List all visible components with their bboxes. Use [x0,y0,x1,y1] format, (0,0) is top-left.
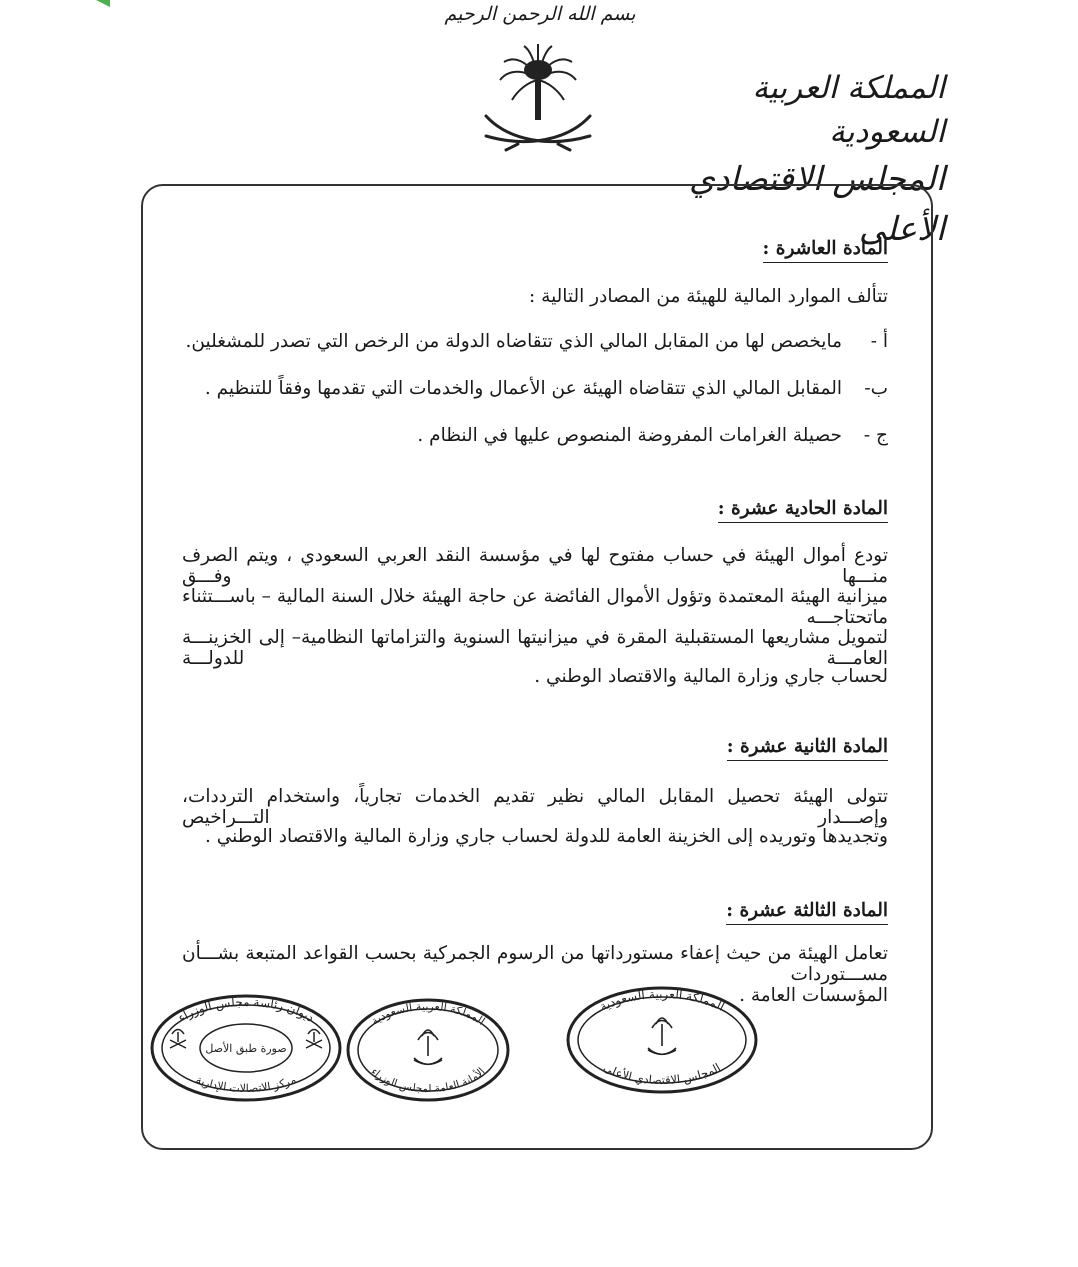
article-11-line-3: لتمويل مشاريعها المستقبلية المقرة في ميزانيتها السنوية والتزاماتها النظامية– إلى الخزينـــة العامـــة للدولـــة [182,627,888,669]
article-10-item-c: حصيلة الغرامات المفروضة المنصوص عليها في النظام . [417,425,842,446]
article-12-line-2: وتجديدها وتوريده إلى الخزينة العامة للدولة لحساب جاري وزارة المالية والاقتصاد الوطني . [205,826,888,847]
article-10-item-b: المقابل المالي الذي تتقاضاه الهيئة عن الأعمال والخدمات التي تقدمها وفقاً للتنظيم . [204,378,842,399]
seal-right-emblem-icon [648,1018,676,1054]
seal-middle-emblem-icon [414,1030,442,1064]
letterhead-council: المجلس الاقتصادي الأعلى [688,159,945,248]
seal-middle-bottom-text: الأمانة العامة لمجلس الوزراء [368,1065,488,1096]
seal-general-secretariat [344,996,512,1104]
article-11-line-4: لحساب جاري وزارة المالية والاقتصاد الوطني . [534,666,888,687]
article-11-line-2: ميزانية الهيئة المعتمدة وتؤول الأموال الفائضة عن حاجة الهيئة خلال السنة المالية – باســـتثناء ماتحتاجـــه [182,586,888,628]
svg-text:المجلس الاقتصادي الأعلى [601,1060,723,1087]
seal-supreme-economic-council [564,984,760,1096]
seal-middle-top-text: المملكة العربية السعودية [368,999,488,1028]
palm-and-swords-icon [478,40,598,165]
article-11-line-1: تودع أموال الهيئة في حساب مفتوح لها في مؤسسة النقد العربي السعودي ، ويتم الصرف منـــها وفـــق [182,545,888,587]
svg-text:مركز الاتصالات الإدارية [194,1073,298,1095]
corner-mark [96,0,110,7]
article-10-item-b-marker: ب- [864,378,888,399]
article-11-title: المادة الحادية عشرة : [718,498,888,523]
article-13-line-1: تعامل الهيئة من حيث إعفاء مستورداتها من الرسوم الجمركية بحسب القواعد المتبعة بشـــأن مســـتوردات [182,943,888,985]
article-12-title: المادة الثانية عشرة : [727,736,888,761]
svg-text:الأمانة العامة لمجلس الوزراء [368,1066,487,1095]
article-13-title: المادة الثالثة عشرة : [726,900,888,925]
letterhead-kingdom: المملكة العربية السعودية [752,70,945,150]
seal-left-top-text: ديوان رئاسة مجلس الوزراء [175,995,317,1025]
seal-right-bottom-text: المجلس الاقتصادي الأعلى [601,1060,723,1088]
article-12-line-1: تتولى الهيئة تحصيل المقابل المالي نظير تقديم الخدمات تجارياً، واستخدام الترددات، وإصـــدار التـــراخيص [182,786,888,828]
scan-edge-fragment-left [150,1254,154,1267]
seal-left-middle-text: صورة طبق الأصل [205,1042,287,1055]
article-13-line-2: المؤسسات العامة . [739,985,888,1006]
svg-text:المملكة العربية السعودية [597,987,726,1014]
seal-left-bottom-text: مركز الاتصالات الإدارية [194,1073,298,1096]
article-10-item-a-marker: أ - [870,331,888,352]
svg-text:المملكة العربية السعودية [369,1000,488,1028]
seal-cabinet-presidency [148,992,344,1104]
article-10-title: المادة العاشرة : [763,238,889,263]
basmala: بسم الله الرحمن الرحيم [444,3,636,25]
svg-text:ديوان رئاسة مجلس الوزراء [175,995,316,1025]
article-10-item-a: مايخصص لها من المقابل المالي الذي تتقاضاه الدولة من الرخص التي تصدر للمشغلين. [185,331,842,352]
seal-right-top-text: المملكة العربية السعودية [597,986,727,1014]
article-10-intro: تتألف الموارد المالية للهيئة من المصادر التالية : [529,286,888,307]
article-10-item-c-marker: ج - [863,425,888,446]
